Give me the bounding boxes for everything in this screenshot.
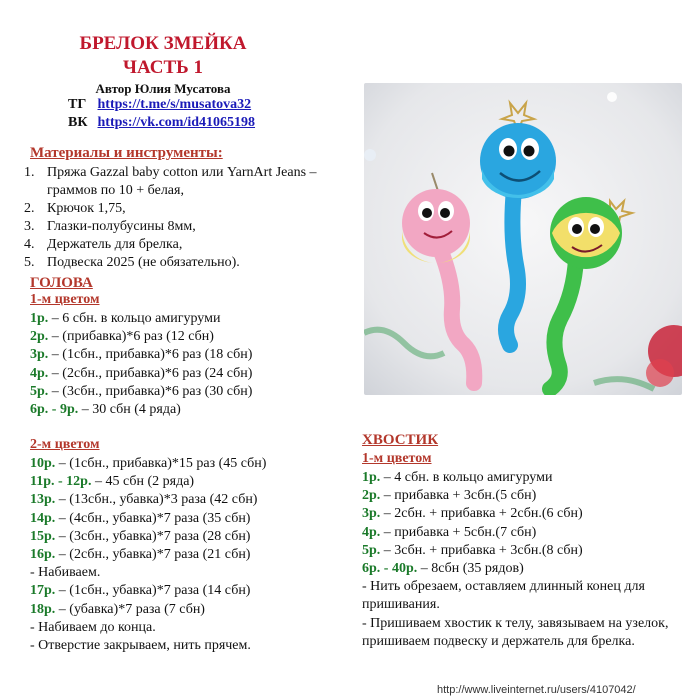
row-number: 5р. (30, 383, 49, 399)
tail-color1-title: 1-м цветом (362, 451, 432, 466)
row-number: 14р. (30, 510, 56, 526)
tg-link[interactable]: https://t.me/s/musatova32 (97, 97, 252, 112)
materials-item (24, 218, 344, 236)
row-number: 3р. (362, 506, 381, 522)
row-number: 4р. (30, 365, 49, 381)
author-line: Автор Юлия Мусатова (95, 81, 231, 96)
vk-line (68, 115, 255, 131)
pattern-row (30, 455, 350, 473)
materials-list (24, 164, 344, 272)
row-text: – (3сбн., убавка)*7 раза (28 сбн) (55, 528, 251, 544)
row-number: 11р. - 12р. (30, 474, 92, 490)
pink-snake-head (402, 189, 470, 257)
row-text: – (1сбн., прибавка)*15 раз (45 сбн) (55, 456, 267, 471)
pattern-note (30, 637, 350, 655)
snow-ball (364, 149, 376, 161)
materials-item-text: Держатель для брелка, (47, 237, 183, 252)
vk-label: ВК (68, 115, 88, 130)
green-snake-pupil (572, 224, 582, 234)
row-text: – (2сбн., убавка)*7 раза (21 сбн) (55, 547, 251, 563)
pattern-row (30, 546, 350, 564)
row-text: – (3сбн., прибавка)*6 раз (30 сбн) (48, 383, 253, 399)
head-section-title: ГОЛОВА (30, 275, 93, 291)
vk-link[interactable]: https://vk.com/id41065198 (97, 115, 256, 130)
pattern-row (362, 505, 692, 523)
blue-snake-pupil (524, 146, 535, 157)
green-snake-pupil (590, 224, 600, 234)
materials-item-text: Глазки-полубусины 8мм, (47, 219, 196, 234)
pattern-row (30, 473, 350, 491)
row-text: – 45 сбн (2 ряда) (91, 474, 195, 490)
product-photo (364, 83, 682, 395)
pattern-row (30, 582, 350, 600)
pattern-row (30, 601, 350, 619)
row-number: 15р. (30, 528, 56, 544)
head-color2-title: 2-м цветом (30, 437, 100, 452)
snake-keychains-illustration (364, 83, 682, 395)
pattern-row (30, 510, 350, 528)
row-text: - Набиваем до конца. (30, 619, 156, 635)
pink-snake-pupil (440, 208, 450, 218)
row-text: – (2сбн., прибавка)*6 раз (24 сбн) (48, 365, 253, 381)
source-url: http://www.liveinternet.ru/users/4107042/ (437, 684, 636, 696)
pattern-row (30, 383, 350, 401)
materials-item-num: 4. (24, 237, 35, 252)
materials-item (24, 200, 344, 218)
row-text: – 8сбн (35 рядов) (417, 561, 524, 577)
materials-item-num: 3. (24, 219, 35, 234)
row-number: 10р. (30, 456, 56, 471)
row-number: 2р. (30, 329, 49, 345)
pink-snake-pupil (422, 208, 432, 218)
pattern-note (362, 615, 692, 651)
row-number: 17р. (30, 583, 56, 599)
materials-item-text: Пряжа Gazzal baby cotton или YarnArt Jeans – граммов по 10 + белая, (47, 165, 317, 198)
row-number: 4р. (362, 524, 381, 540)
pattern-note (30, 564, 350, 582)
materials-item-num: 5. (24, 255, 35, 270)
row-text: – (13сбн., убавка)*3 раза (42 сбн) (55, 492, 258, 508)
pattern-row (30, 365, 350, 383)
head-color1-rows (30, 310, 350, 419)
pattern-row (30, 328, 350, 346)
tg-line (68, 97, 251, 113)
document-subtitle: ЧАСТЬ 1 (123, 57, 203, 78)
row-number: 3р. (30, 347, 49, 363)
row-text: - Набиваем. (30, 565, 101, 581)
row-text: – (4сбн., убавка)*7 раза (35 сбн) (55, 510, 251, 526)
head-color2-rows (30, 455, 350, 655)
head-color1-title: 1-м цветом (30, 292, 100, 307)
row-number: 18р. (30, 601, 56, 617)
pattern-row (362, 469, 692, 487)
tg-label: ТГ (68, 97, 87, 112)
pattern-note (30, 619, 350, 637)
row-number: 1р. (30, 311, 49, 326)
row-text: – 30 сбн (4 ряда) (78, 402, 181, 418)
row-number: 1р. (362, 470, 381, 485)
materials-item (24, 236, 344, 254)
tail-rows (362, 469, 692, 651)
materials-item-text: Крючок 1,75, (47, 201, 126, 216)
materials-item-num: 2. (24, 201, 35, 216)
materials-item-text: Подвеска 2025 (не обязательно). (47, 255, 240, 270)
pattern-row (30, 346, 350, 364)
pattern-row (30, 310, 350, 328)
snow-ball (607, 92, 617, 102)
row-number: 6р. - 9р. (30, 402, 79, 418)
blue-snake-pupil (504, 146, 515, 157)
row-text: – прибавка + 5сбн.(7 сбн) (380, 524, 537, 540)
pattern-row (362, 542, 692, 560)
document-title: БРЕЛОК ЗМЕЙКА (79, 33, 247, 54)
row-text: – (1сбн., прибавка)*6 раз (18 сбн) (48, 347, 253, 363)
pattern-row (362, 560, 692, 578)
row-text: - Нить обрезаем, оставляем длинный конец для пришивания. (362, 579, 645, 613)
pattern-note (362, 578, 692, 614)
row-text: – прибавка + 3сбн.(5 сбн) (380, 488, 537, 504)
row-number: 16р. (30, 547, 56, 563)
row-number: 13р. (30, 492, 56, 508)
row-number: 5р. (362, 542, 381, 558)
pattern-row (30, 401, 350, 419)
row-text: - Пришиваем хвостик к телу, завязываем на узелок, пришиваем подвеску и держатель для брелка. (362, 615, 669, 649)
row-text: – (1сбн., убавка)*7 раза (14 сбн) (55, 583, 251, 599)
row-text: – (прибавка)*6 раз (12 сбн) (48, 329, 214, 345)
row-text: - Отверстие закрываем, нить прячем. (30, 638, 251, 654)
row-text: – 2сбн. + прибавка + 2сбн.(6 сбн) (380, 506, 583, 522)
row-number: 2р. (362, 488, 381, 504)
row-text: – (убавка)*7 раза (7 сбн) (55, 601, 205, 617)
pattern-row (30, 528, 350, 546)
materials-item (24, 254, 344, 272)
row-text: – 3сбн. + прибавка + 3сбн.(8 сбн) (380, 542, 583, 558)
red-ornament (646, 359, 674, 387)
row-text: – 6 сбн. в кольцо амигуруми (48, 311, 221, 326)
pattern-row (362, 487, 692, 505)
pattern-row (362, 524, 692, 542)
materials-item (24, 164, 344, 200)
materials-item-num: 1. (24, 165, 35, 180)
tail-section-title: ХВОСТИК (362, 432, 439, 448)
pattern-row (30, 491, 350, 509)
row-number: 6р. - 40р. (362, 561, 418, 577)
row-text: – 4 сбн. в кольцо амигуруми (380, 470, 553, 485)
materials-title: Материалы и инструменты: (30, 145, 223, 161)
